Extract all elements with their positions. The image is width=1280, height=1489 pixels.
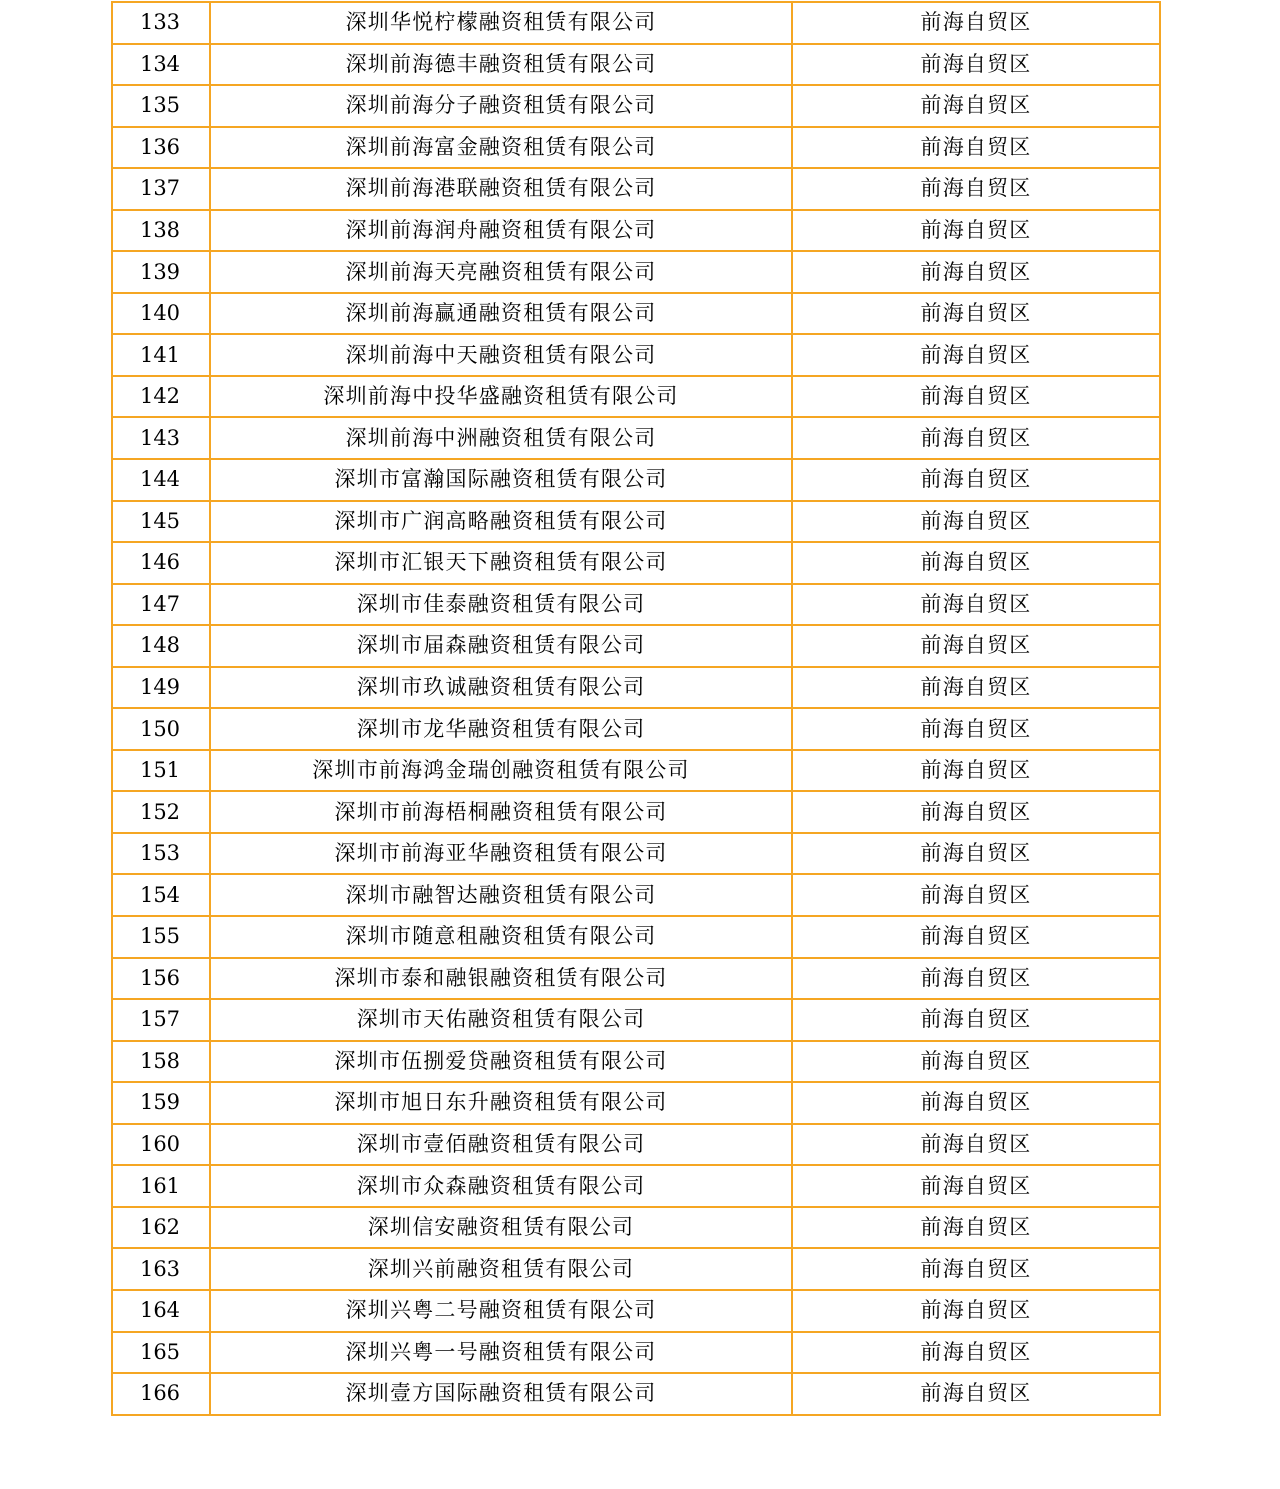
zone-label: 前海自贸区: [792, 85, 1160, 127]
table-row: [112, 874, 1160, 916]
zone-label: 前海自贸区: [792, 874, 1160, 916]
zone-label: 前海自贸区: [792, 376, 1160, 418]
row-number: 166: [112, 1373, 210, 1415]
company-name: 深圳市随意租融资租赁有限公司: [210, 916, 792, 958]
zone-label: 前海自贸区: [792, 210, 1160, 252]
row-number: 158: [112, 1041, 210, 1083]
table-row: [112, 44, 1160, 86]
company-name: 深圳市壹佰融资租赁有限公司: [210, 1124, 792, 1166]
row-number: 141: [112, 334, 210, 376]
table-row: [112, 1332, 1160, 1374]
table-row: [112, 127, 1160, 169]
table-row: [112, 999, 1160, 1041]
zone-label: 前海自贸区: [792, 1041, 1160, 1083]
table-row: [112, 750, 1160, 792]
zone-label: 前海自贸区: [792, 958, 1160, 1000]
table-row: [112, 459, 1160, 501]
table-row: [112, 376, 1160, 418]
row-number: 156: [112, 958, 210, 1000]
company-name: 深圳市伍捌爱贷融资租赁有限公司: [210, 1041, 792, 1083]
company-name: 深圳信安融资租赁有限公司: [210, 1207, 792, 1249]
company-name: 深圳市汇银天下融资租赁有限公司: [210, 542, 792, 584]
row-number: 155: [112, 916, 210, 958]
zone-label: 前海自贸区: [792, 1373, 1160, 1415]
table-row: [112, 1290, 1160, 1332]
zone-label: 前海自贸区: [792, 251, 1160, 293]
row-number: 136: [112, 127, 210, 169]
company-list-body: [112, 2, 1160, 1415]
table-row: [112, 1165, 1160, 1207]
table-row: [112, 1124, 1160, 1166]
row-number: 144: [112, 459, 210, 501]
row-number: 165: [112, 1332, 210, 1374]
table-row: [112, 1248, 1160, 1290]
zone-label: 前海自贸区: [792, 584, 1160, 626]
row-number: 154: [112, 874, 210, 916]
row-number: 149: [112, 667, 210, 709]
zone-label: 前海自贸区: [792, 334, 1160, 376]
row-number: 150: [112, 708, 210, 750]
table-row: [112, 251, 1160, 293]
zone-label: 前海自贸区: [792, 833, 1160, 875]
company-name: 深圳市富瀚国际融资租赁有限公司: [210, 459, 792, 501]
table-row: [112, 85, 1160, 127]
table-row: [112, 958, 1160, 1000]
row-number: 153: [112, 833, 210, 875]
zone-label: 前海自贸区: [792, 1124, 1160, 1166]
company-name: 深圳前海中天融资租赁有限公司: [210, 334, 792, 376]
row-number: 162: [112, 1207, 210, 1249]
row-number: 157: [112, 999, 210, 1041]
company-name: 深圳前海天亮融资租赁有限公司: [210, 251, 792, 293]
table-row: [112, 501, 1160, 543]
row-number: 148: [112, 625, 210, 667]
table-row: [112, 667, 1160, 709]
table-row: [112, 833, 1160, 875]
table-row: [112, 168, 1160, 210]
zone-label: 前海自贸区: [792, 293, 1160, 335]
company-name: 深圳前海港联融资租赁有限公司: [210, 168, 792, 210]
row-number: 151: [112, 750, 210, 792]
zone-label: 前海自贸区: [792, 1082, 1160, 1124]
zone-label: 前海自贸区: [792, 501, 1160, 543]
zone-label: 前海自贸区: [792, 916, 1160, 958]
table-row: [112, 293, 1160, 335]
row-number: 152: [112, 791, 210, 833]
zone-label: 前海自贸区: [792, 168, 1160, 210]
company-name: 深圳市前海亚华融资租赁有限公司: [210, 833, 792, 875]
company-name: 深圳市众森融资租赁有限公司: [210, 1165, 792, 1207]
zone-label: 前海自贸区: [792, 417, 1160, 459]
company-name: 深圳市融智达融资租赁有限公司: [210, 874, 792, 916]
company-name: 深圳前海中洲融资租赁有限公司: [210, 417, 792, 459]
company-name: 深圳前海德丰融资租赁有限公司: [210, 44, 792, 86]
row-number: 146: [112, 542, 210, 584]
table-row: [112, 625, 1160, 667]
zone-label: 前海自贸区: [792, 1290, 1160, 1332]
company-name: 深圳市届森融资租赁有限公司: [210, 625, 792, 667]
row-number: 163: [112, 1248, 210, 1290]
zone-label: 前海自贸区: [792, 1165, 1160, 1207]
zone-label: 前海自贸区: [792, 791, 1160, 833]
row-number: 135: [112, 85, 210, 127]
row-number: 147: [112, 584, 210, 626]
table-row: [112, 916, 1160, 958]
zone-label: 前海自贸区: [792, 750, 1160, 792]
company-name: 深圳市龙华融资租赁有限公司: [210, 708, 792, 750]
table-row: [112, 2, 1160, 44]
zone-label: 前海自贸区: [792, 127, 1160, 169]
table-row: [112, 708, 1160, 750]
company-name: 深圳市旭日东升融资租赁有限公司: [210, 1082, 792, 1124]
row-number: 161: [112, 1165, 210, 1207]
zone-label: 前海自贸区: [792, 667, 1160, 709]
row-number: 138: [112, 210, 210, 252]
table-row: [112, 1373, 1160, 1415]
company-name: 深圳市广润高略融资租赁有限公司: [210, 501, 792, 543]
row-number: 159: [112, 1082, 210, 1124]
company-name: 深圳华悦柠檬融资租赁有限公司: [210, 2, 792, 44]
company-name: 深圳前海赢通融资租赁有限公司: [210, 293, 792, 335]
table-row: [112, 542, 1160, 584]
row-number: 142: [112, 376, 210, 418]
table-row: [112, 334, 1160, 376]
company-name: 深圳兴粤一号融资租赁有限公司: [210, 1332, 792, 1374]
zone-label: 前海自贸区: [792, 625, 1160, 667]
company-name: 深圳前海富金融资租赁有限公司: [210, 127, 792, 169]
company-name: 深圳市天佑融资租赁有限公司: [210, 999, 792, 1041]
company-list-table: [111, 1, 1161, 1416]
company-name: 深圳市泰和融银融资租赁有限公司: [210, 958, 792, 1000]
row-number: 164: [112, 1290, 210, 1332]
company-name: 深圳市佳泰融资租赁有限公司: [210, 584, 792, 626]
row-number: 145: [112, 501, 210, 543]
company-name: 深圳市前海梧桐融资租赁有限公司: [210, 791, 792, 833]
zone-label: 前海自贸区: [792, 708, 1160, 750]
table-row: [112, 210, 1160, 252]
table-row: [112, 417, 1160, 459]
row-number: 143: [112, 417, 210, 459]
table-row: [112, 1041, 1160, 1083]
table-row: [112, 791, 1160, 833]
zone-label: 前海自贸区: [792, 999, 1160, 1041]
company-name: 深圳市玖诚融资租赁有限公司: [210, 667, 792, 709]
zone-label: 前海自贸区: [792, 542, 1160, 584]
company-name: 深圳兴粤二号融资租赁有限公司: [210, 1290, 792, 1332]
zone-label: 前海自贸区: [792, 1332, 1160, 1374]
table-row: [112, 584, 1160, 626]
zone-label: 前海自贸区: [792, 459, 1160, 501]
row-number: 140: [112, 293, 210, 335]
company-name: 深圳前海中投华盛融资租赁有限公司: [210, 376, 792, 418]
zone-label: 前海自贸区: [792, 2, 1160, 44]
zone-label: 前海自贸区: [792, 1207, 1160, 1249]
row-number: 137: [112, 168, 210, 210]
row-number: 139: [112, 251, 210, 293]
row-number: 134: [112, 44, 210, 86]
table-row: [112, 1207, 1160, 1249]
zone-label: 前海自贸区: [792, 44, 1160, 86]
company-name: 深圳市前海鸿金瑞创融资租赁有限公司: [210, 750, 792, 792]
row-number: 160: [112, 1124, 210, 1166]
zone-label: 前海自贸区: [792, 1248, 1160, 1290]
row-number: 133: [112, 2, 210, 44]
company-name: 深圳壹方国际融资租赁有限公司: [210, 1373, 792, 1415]
company-name: 深圳兴前融资租赁有限公司: [210, 1248, 792, 1290]
table-row: [112, 1082, 1160, 1124]
company-name: 深圳前海分子融资租赁有限公司: [210, 85, 792, 127]
company-name: 深圳前海润舟融资租赁有限公司: [210, 210, 792, 252]
